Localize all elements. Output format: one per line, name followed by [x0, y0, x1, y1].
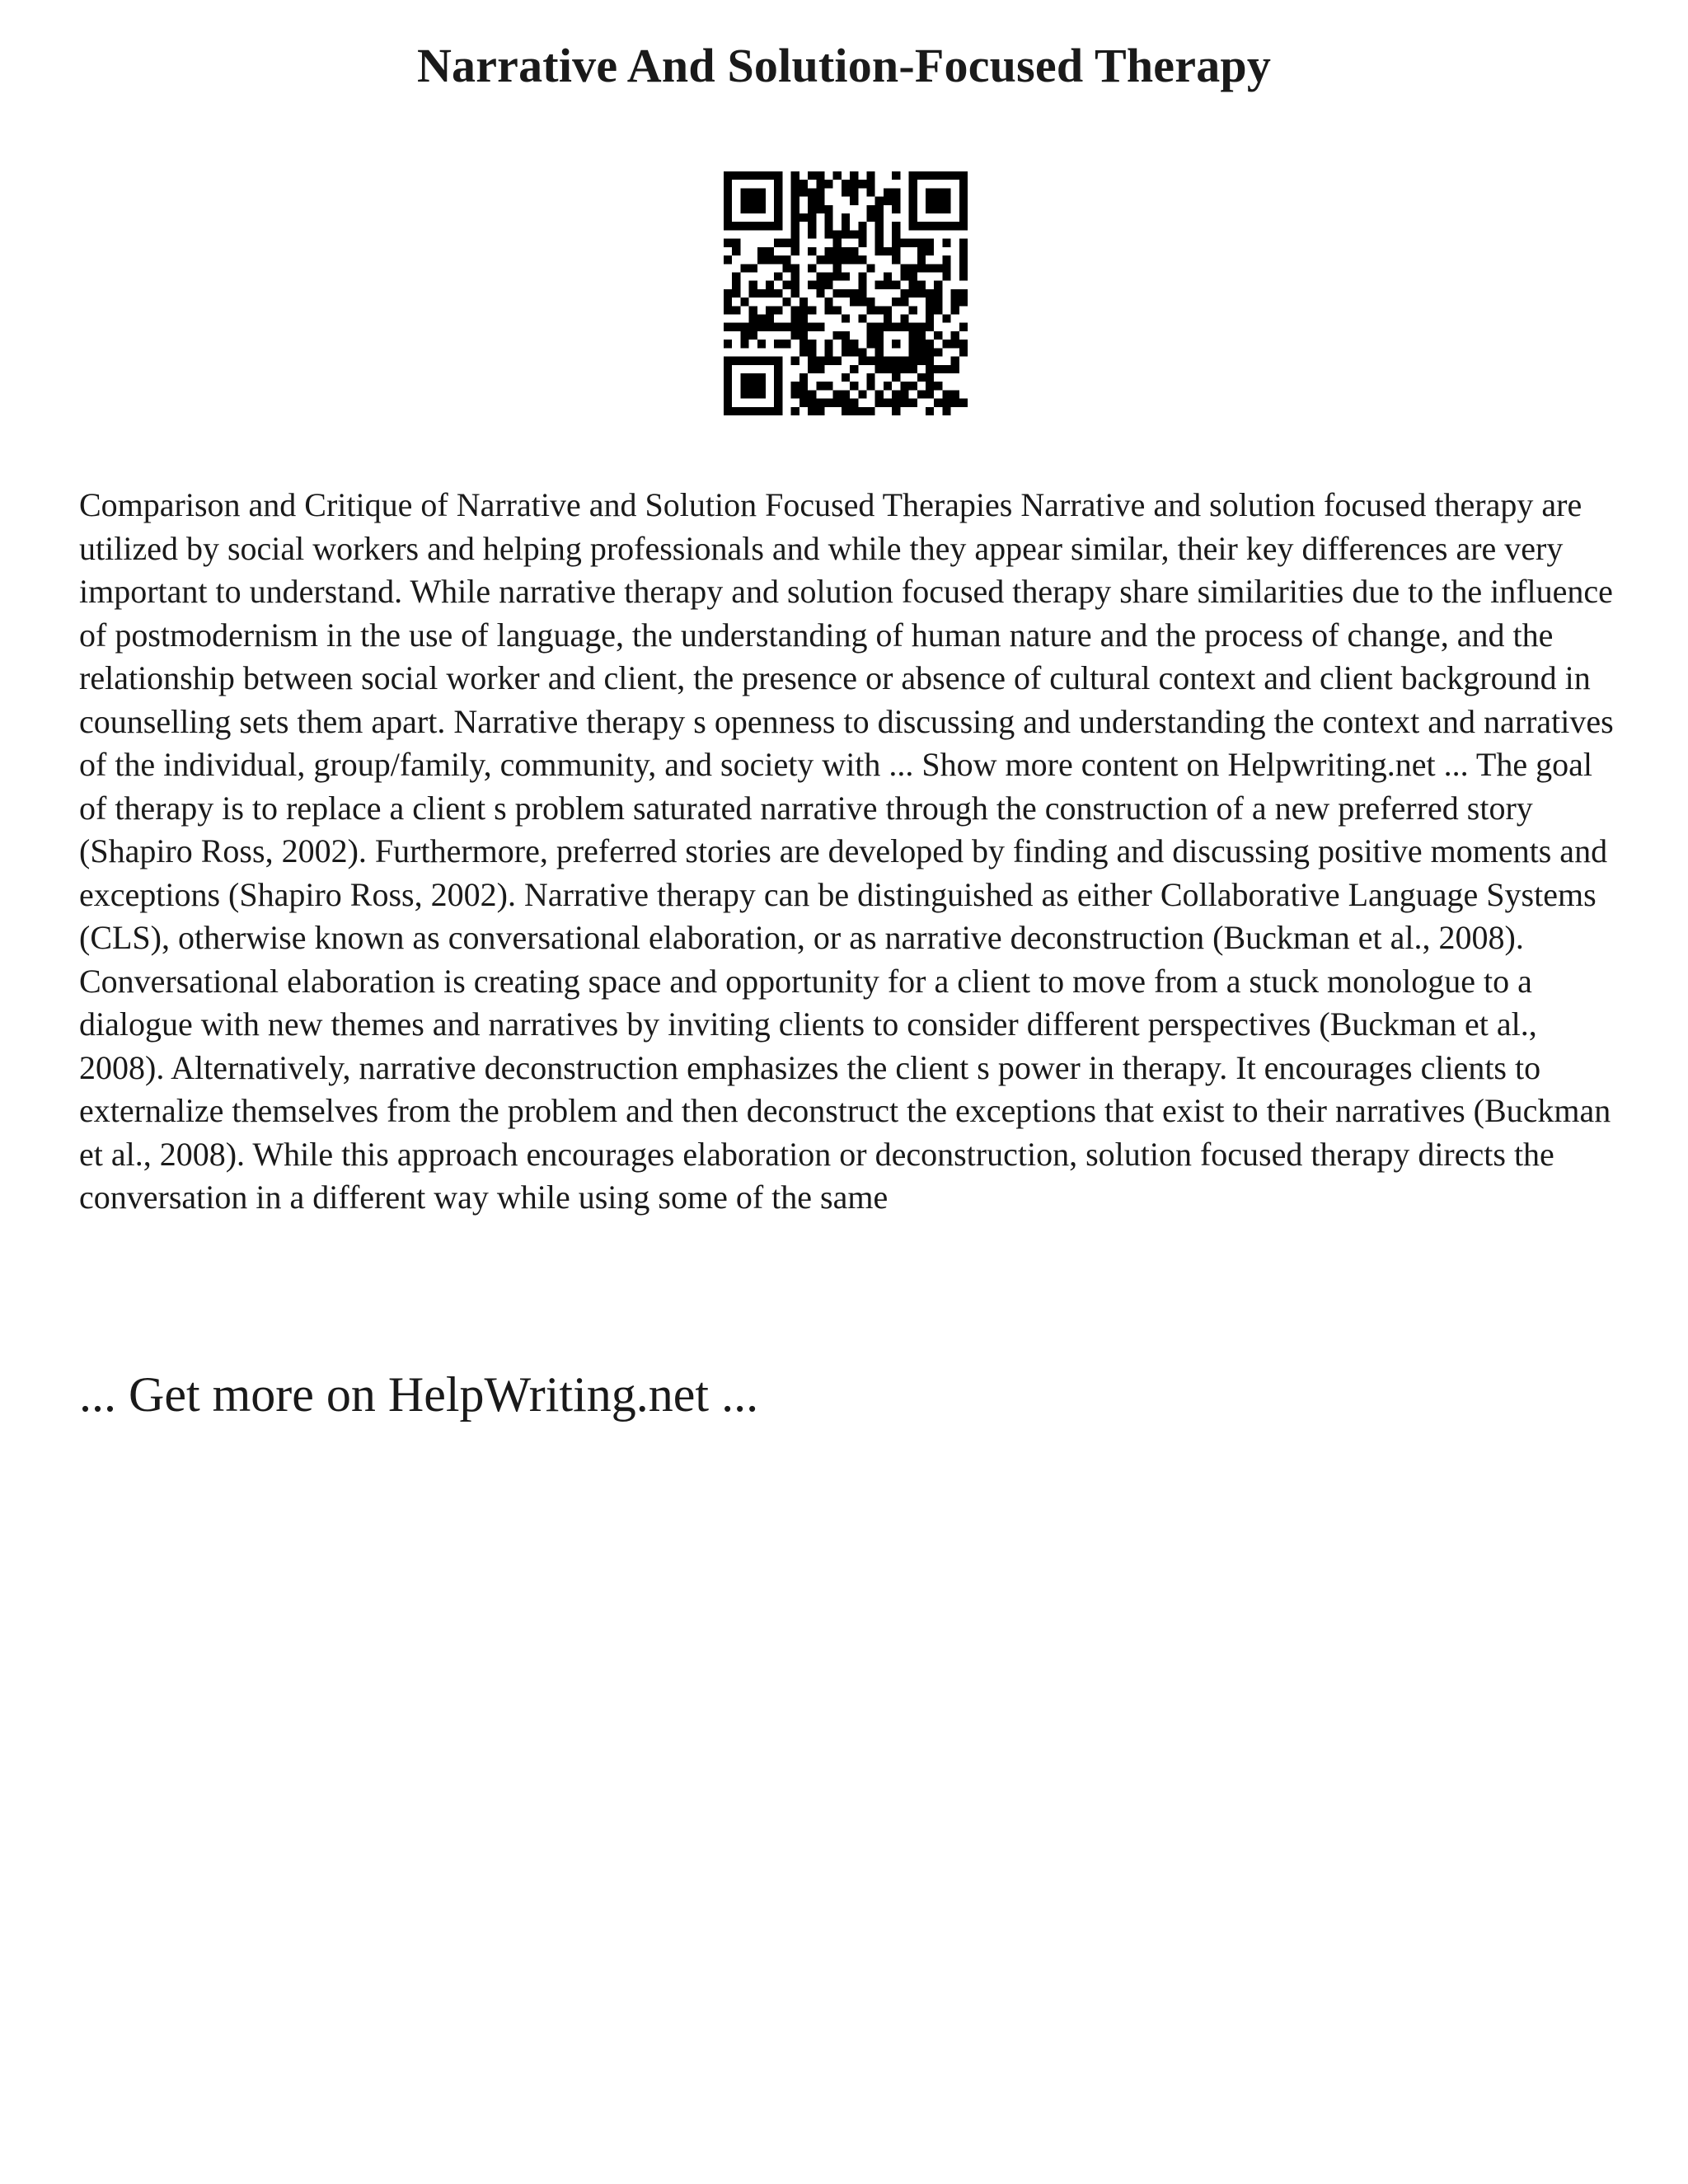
get-more-link[interactable]: ... Get more on HelpWriting.net ... [79, 1367, 759, 1422]
qr-code-icon [724, 171, 968, 415]
body-paragraph: Comparison and Critique of Narrative and Solution Focused Therapies Narrative and solution focused therapy are utilized by social workers and helping professionals and while they appear similar, their key differences are very important to understand. While narrative therapy and solution focused therapy share similarities due to the influence of postmodernism in the use of language, the understanding of human nature and the process of change, and the relationship between social worker and client, the presence or absence of cultural context and client background in counselling sets them apart. Narrative therapy s openness to discussing and understanding the context and narratives of the individual, group/family, community, and society with ... Show more content on Helpwriting.net ... The goal of therapy is to replace a client s problem saturated narrative through the construction of a new preferred story (Shapiro Ross, 2002). Furthermore, preferred stories are developed by finding and discussing positive moments and exceptions (Shapiro Ross, 2002). Narrative therapy can be distinguished as either Collaborative Language Systems (CLS), otherwise known as conversational elaboration, or as narrative deconstruction (Buckman et al., 2008). Conversational elaboration is creating space and opportunity for a client to move from a stuck monologue to a dialogue with new themes and narratives by inviting clients to consider different perspectives (Buckman et al., 2008). Alternatively, narrative deconstruction emphasizes the client s power in therapy. It encourages clients to externalize themselves from the problem and then deconstruct the exceptions that exist to their narratives (Buckman et al., 2008). While this approach encourages elaboration or deconstruction, solution focused therapy directs the conversation in a different way while using some of the same [79, 486, 1614, 1216]
qr-code-graphic [724, 171, 968, 415]
document-title: Narrative And Solution-Focused Therapy [416, 39, 1272, 92]
